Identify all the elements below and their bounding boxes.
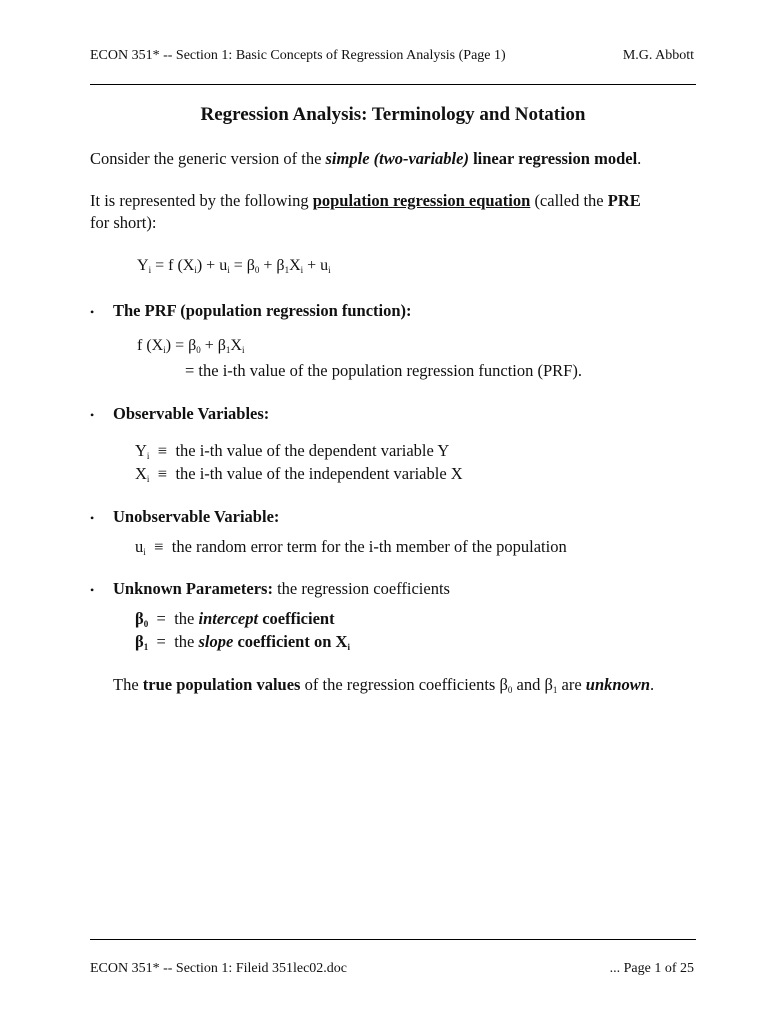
pre-term: population regression equation (312, 191, 531, 210)
unobservable-u-line: $u_i$ ≡ the random error term for the i-th member of the population (135, 537, 567, 557)
pre-equation: $Y_i = f$ $(X_i) + u_i = \beta_0 + \beta_1X_i + u_i$ (137, 257, 331, 275)
pre-paragraph-line1: It is represented by the following population regression equation (called the PRE (90, 191, 641, 210)
pre-paragraph-line2: for short): (90, 213, 157, 232)
observable-x-line: $X_i$ ≡ the i-th value of the independent variable X (135, 464, 463, 484)
bullet-icon: • (90, 511, 95, 525)
page-title: Regression Analysis: Terminology and Notation (200, 104, 586, 125)
beta0-line: $\beta_0$ = the intercept coefficient (135, 609, 335, 629)
observable-y-line: $Y_i$ ≡ the i-th value of the dependent variable Y (135, 441, 450, 461)
bullet-icon: • (90, 305, 95, 319)
prf-equation: f $(X_i) = \beta_0 + \beta_1X_i$ (137, 337, 245, 355)
unobservable-heading: Unobservable Variable: (113, 507, 280, 526)
footer-rule (90, 939, 696, 940)
header-left: ECON 351* -- Section 1: Basic Concepts of Regression Analysis (Page 1) (90, 48, 506, 63)
bullet-icon: • (90, 583, 95, 597)
footer-right: ... Page 1 of 25 (609, 961, 694, 976)
bullet-icon: • (90, 408, 95, 422)
unknown-note: The true population values of the regression coefficients $\beta_0$ and $\beta_1$ are unknown. (113, 675, 655, 695)
intro-paragraph: Consider the generic version of the simple (two-variable) linear regression model. (90, 149, 642, 168)
prf-heading: The PRF (population regression function): (113, 301, 412, 320)
unknown-heading: Unknown Parameters: the regression coefficients (113, 579, 450, 598)
header-right: M.G. Abbott (622, 48, 694, 63)
header-rule (90, 84, 696, 85)
footer-left: ECON 351* -- Section 1: Fileid 351lec02.doc (90, 961, 348, 976)
observable-heading: Observable Variables: (113, 404, 270, 423)
beta1-line: $\beta_1$ = the slope coefficient on $X_i$ (135, 632, 350, 652)
prf-description: = the i-th value of the population regression function (PRF). (185, 361, 582, 380)
